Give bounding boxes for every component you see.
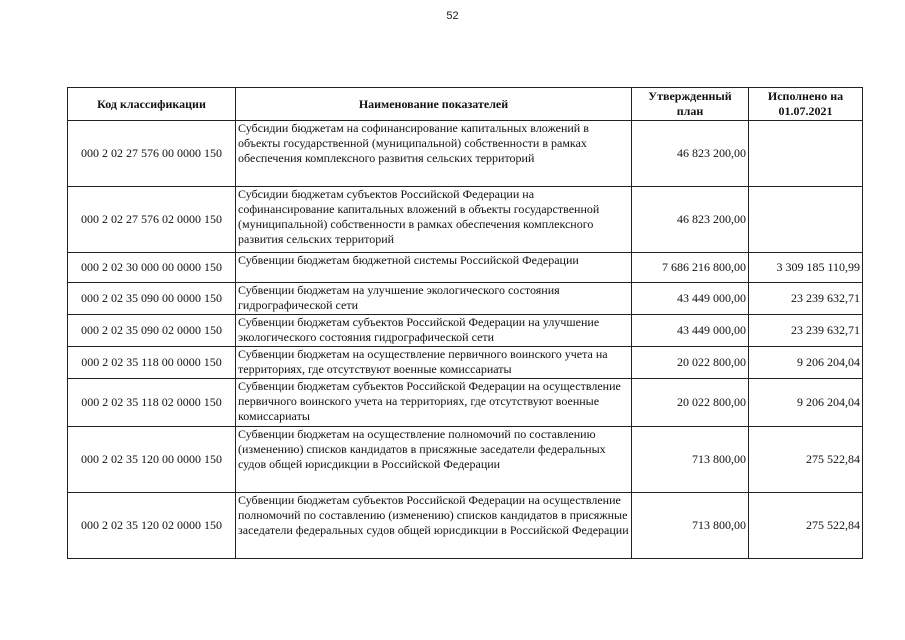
row-plan: 43 449 000,00 xyxy=(632,315,749,347)
row-name: Субвенции бюджетам на осуществление первичного воинского учета на территориях, где отсутствуют военные комиссариаты xyxy=(236,347,632,379)
row-plan: 43 449 000,00 xyxy=(632,283,749,315)
table-row xyxy=(68,121,863,187)
row-plan: 713 800,00 xyxy=(632,427,749,493)
header-executed: Исполнено на 01.07.2021 xyxy=(749,88,863,121)
row-plan: 20 022 800,00 xyxy=(632,347,749,379)
table-row xyxy=(68,315,863,347)
row-name: Субвенции бюджетам на улучшение экологического состояния гидрографической сети xyxy=(236,283,632,315)
row-name: Субвенции бюджетам бюджетной системы Российской Федерации xyxy=(236,253,632,283)
row-plan: 7 686 216 800,00 xyxy=(632,253,749,283)
row-plan: 20 022 800,00 xyxy=(632,379,749,427)
table-header-row xyxy=(68,88,863,121)
table-row xyxy=(68,427,863,493)
row-executed xyxy=(749,121,863,187)
row-executed: 275 522,84 xyxy=(749,427,863,493)
header-code: Код классификации xyxy=(68,88,236,121)
row-code: 000 2 02 30 000 00 0000 150 xyxy=(68,253,236,283)
row-name: Субсидии бюджетам на софинансирование капитальных вложений в объекты государственной (муниципальной) собственности в рамках обеспечения комплексного развития сельских территорий xyxy=(236,121,632,187)
row-code: 000 2 02 35 120 00 0000 150 xyxy=(68,427,236,493)
table-row xyxy=(68,493,863,559)
row-code: 000 2 02 35 120 02 0000 150 xyxy=(68,493,236,559)
row-executed: 9 206 204,04 xyxy=(749,347,863,379)
row-code: 000 2 02 35 090 02 0000 150 xyxy=(68,315,236,347)
page-number: 52 xyxy=(446,10,459,22)
row-name: Субсидии бюджетам субъектов Российской Федерации на софинансирование капитальных вложений в объекты государственной (муниципальной) собственности в рамках обеспечения комплексного развития сельских территорий xyxy=(236,187,632,253)
table-row xyxy=(68,347,863,379)
row-code: 000 2 02 35 118 02 0000 150 xyxy=(68,379,236,427)
row-executed: 23 239 632,71 xyxy=(749,283,863,315)
row-code: 000 2 02 27 576 02 0000 150 xyxy=(68,187,236,253)
row-executed: 9 206 204,04 xyxy=(749,379,863,427)
table-row xyxy=(68,379,863,427)
header-name: Наименование показателей xyxy=(236,88,632,121)
row-name: Субвенции бюджетам субъектов Российской Федерации на улучшение экологического состояния гидрографической сети xyxy=(236,315,632,347)
row-executed: 3 309 185 110,99 xyxy=(749,253,863,283)
row-plan: 713 800,00 xyxy=(632,493,749,559)
row-executed: 23 239 632,71 xyxy=(749,315,863,347)
row-name: Субвенции бюджетам на осуществление полномочий по составлению (изменению) списков кандидатов в присяжные заседатели федеральных судов общей юрисдикции в Российской Федерации xyxy=(236,427,632,493)
row-code: 000 2 02 35 118 00 0000 150 xyxy=(68,347,236,379)
row-executed xyxy=(749,187,863,253)
row-name: Субвенции бюджетам субъектов Российской Федерации на осуществление полномочий по составлению (изменению) списков кандидатов в присяжные заседатели федеральных судов общей юрисдикции в Российской Федерации xyxy=(236,493,632,559)
row-code: 000 2 02 35 090 00 0000 150 xyxy=(68,283,236,315)
header-plan: Утвержденный план xyxy=(632,88,749,121)
row-code: 000 2 02 27 576 00 0000 150 xyxy=(68,121,236,187)
row-executed: 275 522,84 xyxy=(749,493,863,559)
budget-table xyxy=(67,87,863,559)
row-plan: 46 823 200,00 xyxy=(632,121,749,187)
row-name: Субвенции бюджетам субъектов Российской Федерации на осуществление первичного воинского учета на территориях, где отсутствуют военные комиссариаты xyxy=(236,379,632,427)
table-row xyxy=(68,283,863,315)
row-plan: 46 823 200,00 xyxy=(632,187,749,253)
table-row xyxy=(68,253,863,283)
table-row xyxy=(68,187,863,253)
